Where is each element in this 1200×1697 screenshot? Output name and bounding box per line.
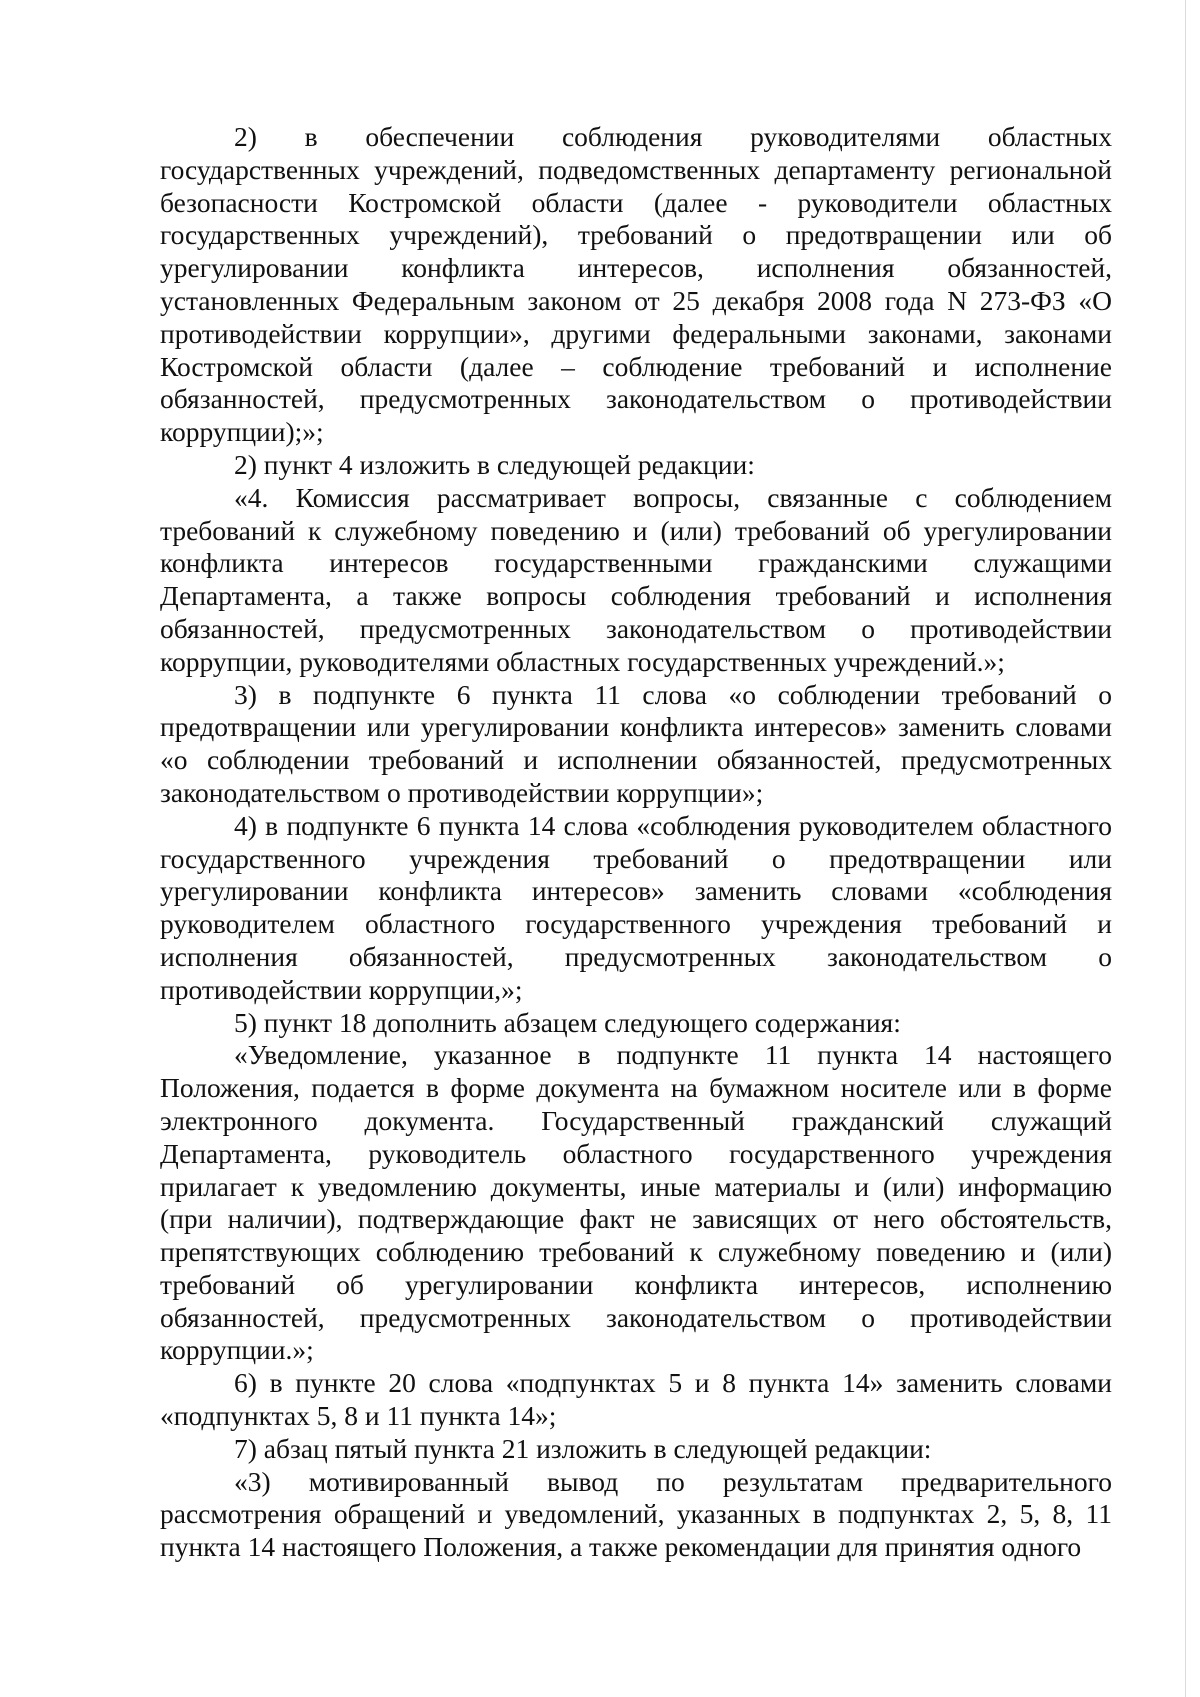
paragraph-8: 6) в пункте 20 слова «подпунктах 5 и 8 пункта 14» заменить словами «подпунктах 5, 8 и 11 пункта 14»;: [160, 1367, 1112, 1432]
paragraph-2: 2) пункт 4 изложить в следующей редакции:: [234, 448, 755, 480]
paragraph-9: 7) абзац пятый пункта 21 изложить в следующей редакции:: [234, 1432, 932, 1464]
paragraph-3: «4. Комиссия рассматривает вопросы, связанные с соблюдением требований к служебному поведению и (или) требований об урегулировании конфликта интересов государственными гражданскими служащими Департамента, а также вопросы соблюдения требований и исполнения обязанностей, предусмотренных законодательством о противодействии коррупции, руководителями областных государственных учреждений.»;: [160, 481, 1112, 677]
document-body: [160, 121, 1112, 1564]
paragraph-6: 5) пункт 18 дополнить абзацем следующего содержания:: [234, 1006, 901, 1038]
paragraph-4: 3) в подпункте 6 пункта 11 слова «о соблюдении требований о предотвращении или урегулировании конфликта интересов» заменить словами «о соблюдении требований и исполнении обязанностей, предусмотренных законодательством о противодействии коррупции»;: [160, 678, 1112, 808]
paragraph-10: «3) мотивированный вывод по результатам предварительного рассмотрения обращений и уведомлений, указанных в подпунктах 2, 5, 8, 11 пункта 14 настоящего Положения, а также рекомендации для принятия одного: [160, 1465, 1112, 1563]
paragraph-1: 2) в обеспечении соблюдения руководителями областных государственных учреждений, подведомственных департаменту региональной безопасности Костромской области (далее - руководители областных государственных учреждений), требований о предотвращении или об урегулировании конфликта интересов, исполнения обязанностей, установленных Федеральным законом от 25 декабря 2008 года N 273-ФЗ «О противодействии коррупции», другими федеральными законами, законами Костромской области (далее – соблюдение требований и исполнение обязанностей, предусмотренных законодательством о противодействии коррупции);»;: [160, 121, 1112, 448]
paragraph-7: «Уведомление, указанное в подпункте 11 пункта 14 настоящего Положения, подается в форме документа на бумажном носителе или в форме электронного документа. Государственный гражданский служащий Департамента, руководитель областного государственного учреждения прилагает к уведомлению документы, иные материалы и (или) информацию (при наличии), подтверждающие факт не зависящих от него обстоятельств, препятствующих соблюдению требований к служебному поведению и (или) требований об урегулировании конфликта интересов, исполнению обязанностей, предусмотренных законодательством о противодействии коррупции.»;: [160, 1039, 1112, 1366]
paragraph-5: 4) в подпункте 6 пункта 14 слова «соблюдения руководителем областного государственного учреждения требований о предотвращении или урегулировании конфликта интересов» заменить словами «соблюдения руководителем областного государственного учреждения требований и исполнения обязанностей, предусмотренных законодательством о противодействии коррупции,»;: [160, 809, 1112, 1005]
page-edge-line: [1185, 0, 1186, 1697]
